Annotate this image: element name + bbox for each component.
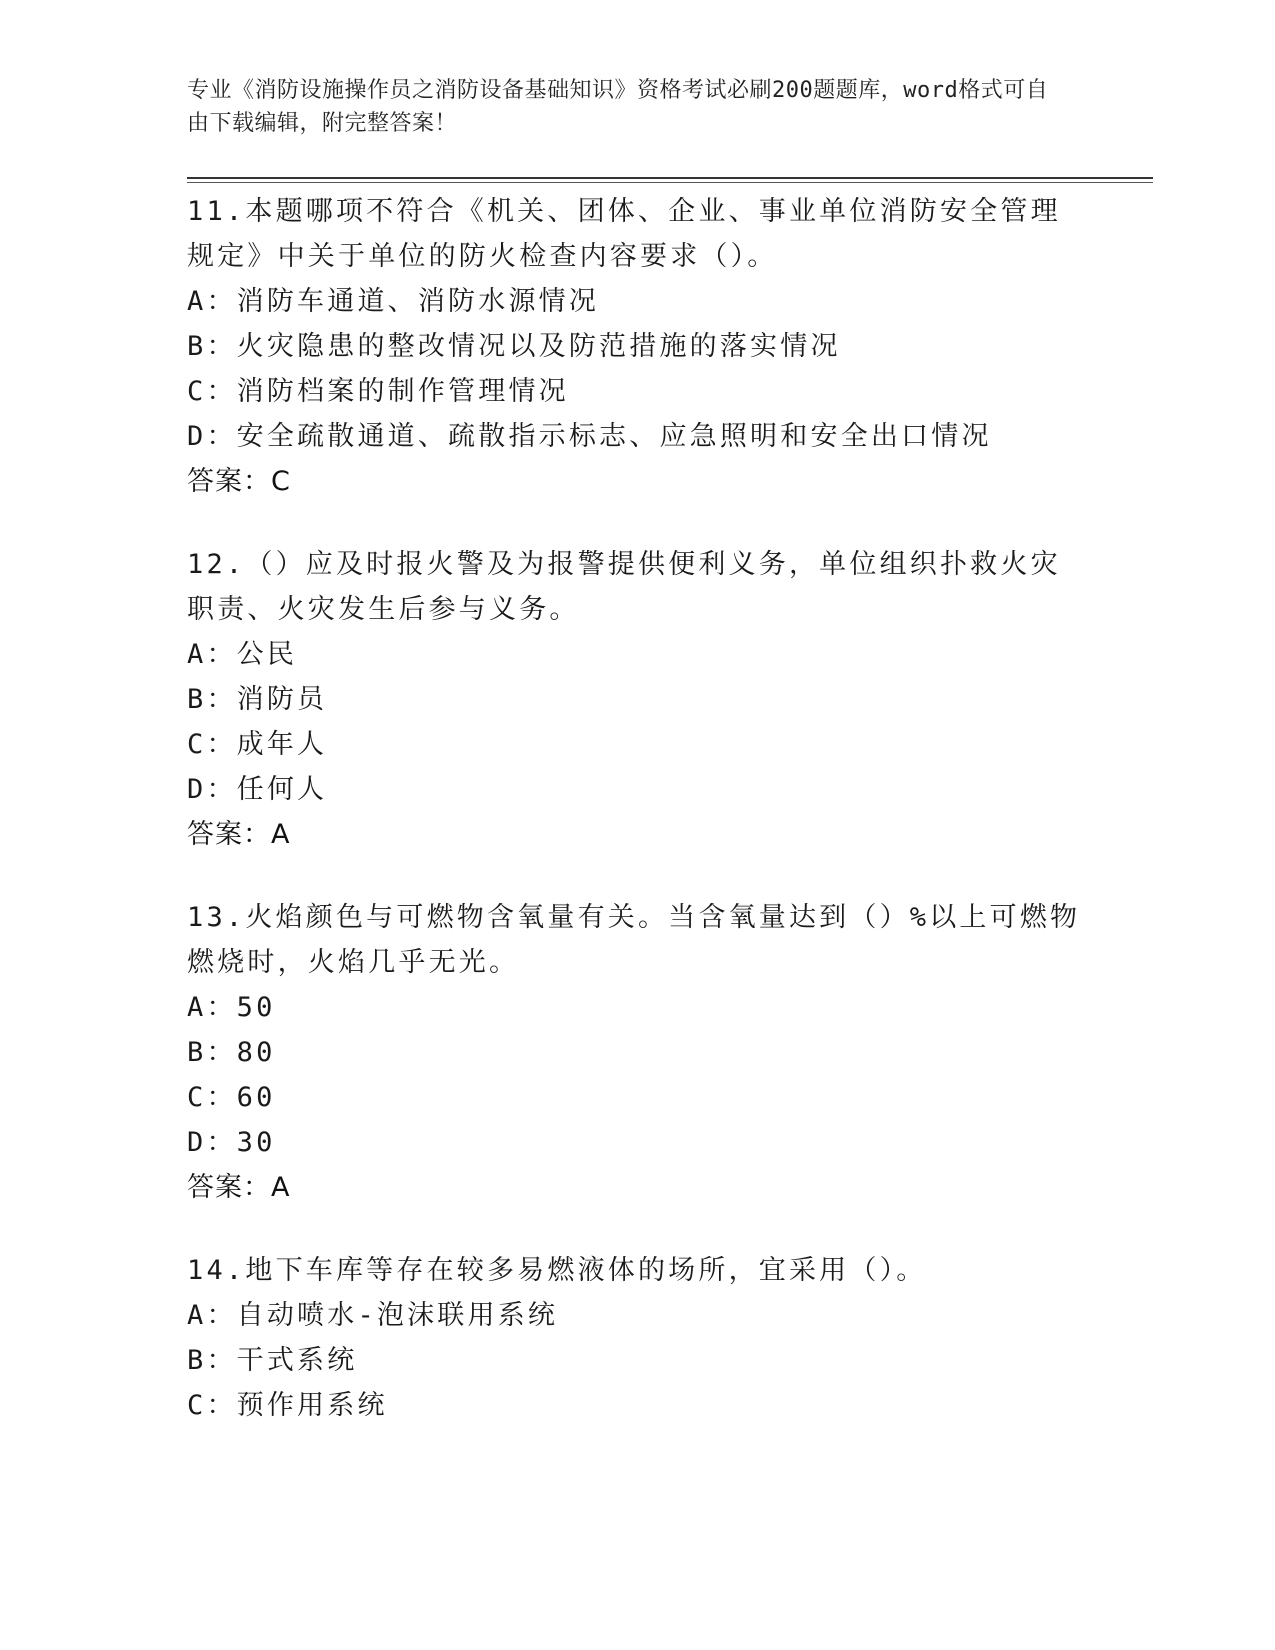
option-d: D：任何人 — [187, 774, 328, 805]
option-a: A：消防车通道、消防水源情况 — [187, 286, 600, 317]
question-13 — [187, 895, 1087, 1210]
option-b: B：消防员 — [187, 684, 328, 715]
option-c: C：消防档案的制作管理情况 — [187, 376, 569, 407]
header-divider-thick — [187, 177, 1153, 179]
question-stem: 13.火焰颜色与可燃物含氧量有关。当含氧量达到（）%以上可燃物燃烧时，火焰几乎无光。 — [187, 902, 1081, 978]
question-11 — [187, 189, 1087, 504]
option-a: A：自动喷水-泡沫联用系统 — [187, 1300, 559, 1331]
option-b: B：火灾隐患的整改情况以及防范措施的落实情况 — [187, 331, 841, 362]
answer-line: 答案：C — [187, 466, 291, 497]
question-list — [187, 189, 1087, 1466]
option-c: C：成年人 — [187, 729, 328, 760]
question-14 — [187, 1248, 1087, 1428]
option-b: B：80 — [187, 1037, 276, 1068]
option-b: B：干式系统 — [187, 1345, 358, 1376]
document-header: 专业《消防设施操作员之消防设备基础知识》资格考试必刷200题题库，word格式可自由下载编辑，附完整答案！ — [187, 78, 1049, 136]
question-stem: 11.本题哪项不符合《机关、团体、企业、事业单位消防安全管理规定》中关于单位的防火检查内容要求（）。 — [187, 196, 1061, 272]
header-divider-thin — [187, 182, 1153, 183]
answer-line: 答案：A — [187, 819, 291, 850]
question-stem: 12.（）应及时报火警及为报警提供便利义务，单位组织扑救火灾职责、火灾发生后参与义务。 — [187, 549, 1061, 625]
answer-line: 答案：A — [187, 1172, 291, 1203]
option-d: D：安全疏散通道、疏散指示标志、应急照明和安全出口情况 — [187, 421, 992, 452]
option-d: D：30 — [187, 1127, 276, 1158]
option-c: C：预作用系统 — [187, 1390, 388, 1421]
question-12 — [187, 542, 1087, 857]
option-a: A：公民 — [187, 639, 298, 670]
option-c: C：60 — [187, 1082, 276, 1113]
option-a: A：50 — [187, 992, 276, 1023]
question-stem: 14.地下车库等存在较多易燃液体的场所，宜采用（）。 — [187, 1255, 927, 1286]
